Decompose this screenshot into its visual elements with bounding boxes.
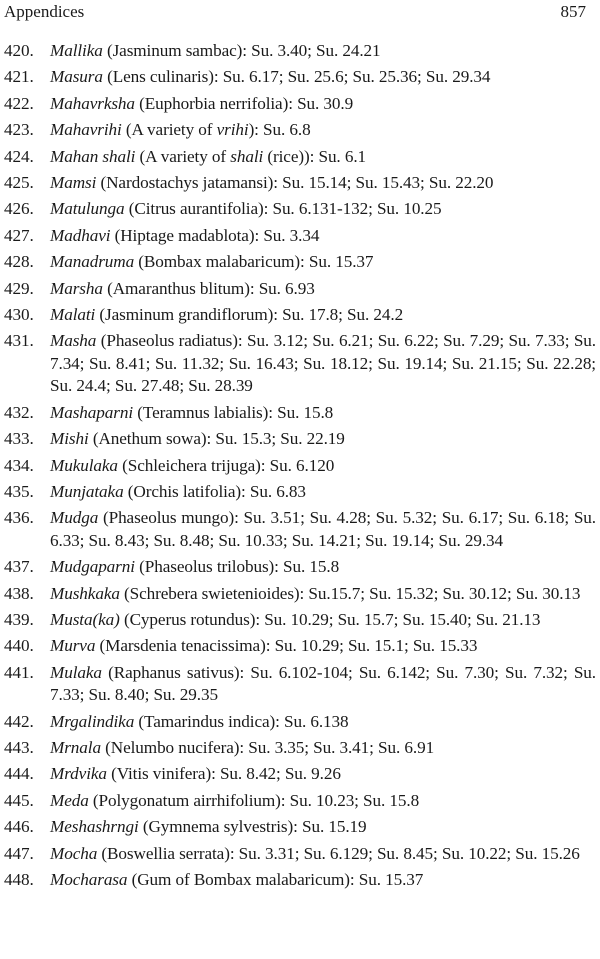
entry-number: 429. bbox=[4, 278, 34, 298]
entry-description: (Schrebera swietenioides): Su.15.7; Su. 15.32; Su. 30.12; Su. 30.13 bbox=[119, 583, 581, 603]
entry-description: (Nardostachys jatamansi): Su. 15.14; Su. 15.43; Su. 22.20 bbox=[96, 173, 494, 193]
entry-content bbox=[50, 93, 596, 115]
entry-content bbox=[50, 481, 596, 503]
glossary-entry bbox=[4, 843, 596, 865]
entry-term: Mahavrihi bbox=[50, 120, 122, 140]
glossary-entry bbox=[4, 556, 596, 578]
entry-number: 425. bbox=[4, 173, 34, 193]
entry-number: 443. bbox=[4, 737, 34, 757]
entry-term: Madhavi bbox=[50, 225, 111, 245]
entry-content bbox=[50, 40, 596, 62]
entry-description: (Boswellia serrata): Su. 3.31; Su. 6.129; Su. 8.45; Su. 10.22; Su. 15.26 bbox=[97, 843, 580, 863]
entry-term: Mashaparni bbox=[50, 402, 134, 422]
entry-number: 430. bbox=[4, 305, 34, 325]
entry-number: 445. bbox=[4, 790, 34, 810]
entry-term: Manadruma bbox=[50, 252, 135, 272]
entry-number: 423. bbox=[4, 120, 34, 140]
entry-description-tail: ): Su. 6.8 bbox=[248, 120, 311, 140]
glossary-entry bbox=[4, 402, 596, 424]
entry-term: Mulaka bbox=[50, 662, 102, 682]
entry-content bbox=[50, 402, 596, 424]
entry-term: Marsha bbox=[50, 278, 103, 298]
entry-number: 426. bbox=[4, 199, 34, 219]
entry-content bbox=[50, 172, 596, 194]
glossary-entry bbox=[4, 40, 596, 62]
entry-term: Mocha bbox=[50, 843, 98, 863]
entry-number: 447. bbox=[4, 843, 34, 863]
entry-description: (Citrus aurantifolia): Su. 6.131-132; Su. 10.25 bbox=[124, 199, 442, 219]
entry-term: Mallika bbox=[50, 41, 103, 60]
glossary-entry bbox=[4, 304, 596, 326]
entry-number: 442. bbox=[4, 711, 34, 731]
entry-description: (Phaseolus trilobus): Su. 15.8 bbox=[134, 557, 340, 577]
entry-term: Mudgaparni bbox=[50, 557, 135, 577]
entry-number: 435. bbox=[4, 481, 34, 501]
glossary-entry bbox=[4, 816, 596, 838]
glossary-entry bbox=[4, 119, 596, 141]
entry-description: (Gum of Bombax malabaricum): Su. 15.37 bbox=[127, 870, 424, 889]
entry-content bbox=[50, 763, 596, 785]
entry-number: 436. bbox=[4, 508, 34, 528]
entry-description: (Tamarindus indica): Su. 6.138 bbox=[134, 711, 349, 731]
entry-content bbox=[50, 455, 596, 477]
entry-number: 439. bbox=[4, 609, 34, 629]
glossary-entry bbox=[4, 455, 596, 477]
entry-number: 427. bbox=[4, 225, 34, 245]
glossary-entry bbox=[4, 790, 596, 812]
entry-number: 424. bbox=[4, 146, 34, 166]
entry-term: Mrnala bbox=[50, 737, 101, 757]
entry-term: Mrgalindika bbox=[50, 711, 135, 731]
entry-number: 444. bbox=[4, 764, 34, 784]
entry-content bbox=[50, 790, 596, 812]
entry-term: Masha bbox=[50, 331, 97, 351]
entry-number: 448. bbox=[4, 870, 34, 889]
entry-term: Mishi bbox=[50, 429, 89, 449]
entry-number: 428. bbox=[4, 252, 34, 272]
entry-number: 446. bbox=[4, 817, 34, 837]
entry-description: (Vitis vinifera): Su. 8.42; Su. 9.26 bbox=[106, 764, 341, 784]
glossary-entry bbox=[4, 93, 596, 115]
entry-term: Mudga bbox=[50, 508, 99, 528]
entry-description: (Raphanus sativus): Su. 6.102-104; Su. 6.142; Su. 7.30; Su. 7.32; Su. 7.33; Su. 8.40; Su. 29.35 bbox=[50, 662, 596, 705]
entry-description: (Orchis latifolia): Su. 6.83 bbox=[123, 481, 306, 501]
glossary-entry bbox=[4, 763, 596, 785]
glossary-entry bbox=[4, 198, 596, 220]
entry-content bbox=[50, 225, 596, 247]
entry-term: Musta(ka) bbox=[50, 609, 120, 629]
entry-term: Murva bbox=[50, 636, 96, 656]
entry-number: 422. bbox=[4, 93, 34, 113]
entry-number: 434. bbox=[4, 455, 34, 475]
entry-content bbox=[50, 428, 596, 450]
entry-content bbox=[50, 843, 596, 865]
entry-term: Mukulaka bbox=[50, 455, 118, 475]
entry-content bbox=[50, 278, 596, 300]
entry-number: 433. bbox=[4, 429, 34, 449]
glossary-entry bbox=[4, 609, 596, 631]
entry-term: Mahavrksha bbox=[50, 93, 135, 113]
entry-term-secondary: shali bbox=[230, 146, 264, 166]
glossary-entry bbox=[4, 278, 596, 300]
entry-content bbox=[50, 66, 596, 88]
entry-content bbox=[50, 146, 596, 168]
entry-term: Mamsi bbox=[50, 173, 97, 193]
entry-description: (Euphorbia nerrifolia): Su. 30.9 bbox=[134, 93, 354, 113]
entry-description: (Jasminum grandiflorum): Su. 17.8; Su. 24.2 bbox=[95, 305, 404, 325]
entry-number: 441. bbox=[4, 662, 34, 682]
entry-description: (Teramnus labialis): Su. 15.8 bbox=[133, 402, 334, 422]
entry-description: (A variety of bbox=[135, 146, 231, 166]
entry-content bbox=[50, 556, 596, 578]
entry-number: 440. bbox=[4, 636, 34, 656]
entry-term: Masura bbox=[50, 67, 103, 87]
entry-description: (Schleichera trijuga): Su. 6.120 bbox=[117, 455, 335, 475]
glossary-entry bbox=[4, 330, 596, 397]
entry-term: Mushkaka bbox=[50, 583, 120, 603]
entry-content bbox=[50, 251, 596, 273]
entry-term: Matulunga bbox=[50, 199, 125, 219]
glossary-entry bbox=[4, 251, 596, 273]
entry-description: (Nelumbo nucifera): Su. 3.35; Su. 3.41; Su. 6.91 bbox=[100, 737, 435, 757]
entry-content bbox=[50, 119, 596, 141]
glossary-entry bbox=[4, 711, 596, 733]
glossary-entry bbox=[4, 172, 596, 194]
entry-description: (Jasminum sambac): Su. 3.40; Su. 24.21 bbox=[102, 41, 381, 60]
entry-number: 437. bbox=[4, 557, 34, 577]
entry-content bbox=[50, 662, 596, 707]
entry-content bbox=[50, 737, 596, 759]
glossary-entry bbox=[4, 869, 596, 891]
entry-description: (Anethum sowa): Su. 15.3; Su. 22.19 bbox=[88, 429, 345, 449]
entry-content bbox=[50, 635, 596, 657]
glossary-entry bbox=[4, 662, 596, 707]
page-number: 857 bbox=[560, 2, 586, 21]
entry-term: Mrdvika bbox=[50, 764, 107, 784]
entry-content bbox=[50, 869, 596, 891]
glossary-list bbox=[4, 40, 596, 895]
glossary-entry bbox=[4, 225, 596, 247]
entry-number: 432. bbox=[4, 402, 34, 422]
glossary-entry bbox=[4, 146, 596, 168]
entry-description: (Amaranthus blitum): Su. 6.93 bbox=[102, 278, 315, 298]
entry-content bbox=[50, 816, 596, 838]
entry-content bbox=[50, 507, 596, 552]
entry-number: 420. bbox=[4, 41, 34, 60]
glossary-entry bbox=[4, 635, 596, 657]
entry-number: 421. bbox=[4, 67, 34, 87]
entry-description: (Bombax malabaricum): Su. 15.37 bbox=[134, 252, 374, 272]
entry-term: Munjataka bbox=[50, 481, 124, 501]
entry-term: Meda bbox=[50, 790, 89, 810]
entry-description: (Hiptage madablota): Su. 3.34 bbox=[110, 225, 320, 245]
entry-description-tail: (rice)): Su. 6.1 bbox=[263, 146, 367, 166]
glossary-entry bbox=[4, 66, 596, 88]
glossary-entry bbox=[4, 737, 596, 759]
entry-number: 438. bbox=[4, 583, 34, 603]
entry-description: (Phaseolus mungo): Su. 3.51; Su. 4.28; Su. 5.32; Su. 6.17; Su. 6.18; Su. 6.33; Su. 8.43; Su. 8.48; Su. 10.33; Su. 14.21; Su. 19.14; Su. 29.34 bbox=[50, 508, 596, 550]
glossary-entry bbox=[4, 481, 596, 503]
entry-content bbox=[50, 198, 596, 220]
running-header bbox=[4, 2, 586, 22]
entry-content bbox=[50, 330, 596, 397]
glossary-entry bbox=[4, 583, 596, 605]
entry-description: (Cyperus rotundus): Su. 10.29; Su. 15.7; Su. 15.40; Su. 21.13 bbox=[119, 609, 541, 629]
entry-term: Mocharasa bbox=[50, 870, 128, 889]
glossary-entry bbox=[4, 428, 596, 450]
entry-description: (Polygonatum airrhifolium): Su. 10.23; Su. 15.8 bbox=[88, 790, 420, 810]
section-title: Appendices bbox=[4, 2, 85, 21]
entry-content bbox=[50, 583, 596, 605]
glossary-entry bbox=[4, 507, 596, 552]
entry-term: Malati bbox=[50, 305, 96, 325]
entry-description: (Phaseolus radiatus): Su. 3.12; Su. 6.21; Su. 6.22; Su. 7.29; Su. 7.33; Su. 7.34; Su. 8.41; Su. 11.32; Su. 16.43; Su. 18.12; Su. 19.14; Su. 21.15; Su. 22.28; Su. 24.4; Su. 27.48; Su. 28.39 bbox=[50, 331, 596, 396]
entry-description: (Lens culinaris): Su. 6.17; Su. 25.6; Su. 25.36; Su. 29.34 bbox=[102, 67, 491, 87]
entry-term-secondary: vrihi bbox=[216, 120, 249, 140]
entry-term: Meshashrngi bbox=[50, 817, 139, 837]
entry-number: 431. bbox=[4, 331, 34, 351]
entry-description: (Gymnema sylvestris): Su. 15.19 bbox=[138, 817, 367, 837]
entry-content bbox=[50, 711, 596, 733]
entry-description: (A variety of bbox=[121, 120, 217, 140]
entry-term: Mahan shali bbox=[50, 146, 136, 166]
entry-description: (Marsdenia tenacissima): Su. 10.29; Su. 15.1; Su. 15.33 bbox=[95, 636, 478, 656]
entry-content bbox=[50, 609, 596, 631]
entry-content bbox=[50, 304, 596, 326]
